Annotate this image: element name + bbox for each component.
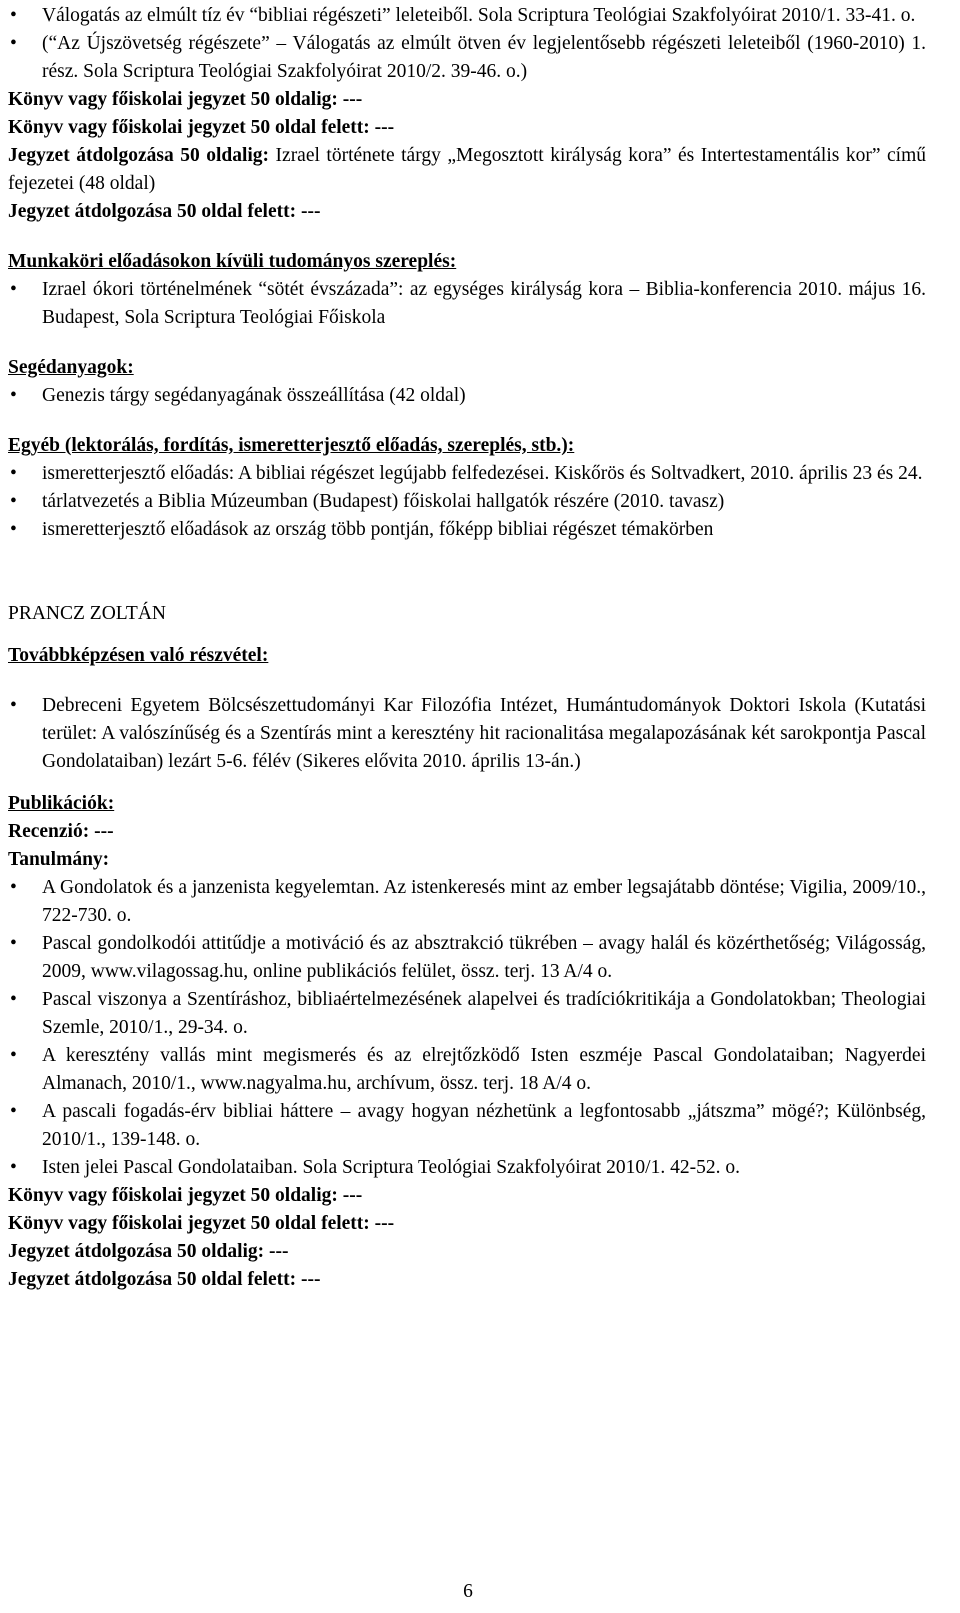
book-upto-50-line: Könyv vagy főiskolai jegyzet 50 oldalig: --- xyxy=(8,89,363,110)
rework-upto-50-text: Izrael története tárgy „Megosztott királyság kora” és Intertestamentális kor” című fejezetei (48 oldal) xyxy=(8,145,926,194)
list-item: • Genezis tárgy segédanyagának összeállítása (42 oldal) xyxy=(8,382,926,410)
list-item: • A pascali fogadás-érv bibliai háttere – avagy hogyan nézhetünk a legfontosabb „játszma” mögé?; Különbség, 2010/1., 139-148. o. xyxy=(8,1098,926,1154)
list-item: • A keresztény vallás mint megismerés és az elrejtőzködő Isten eszméje Pascal Gondolataiban; Nagyerdei Almanach, 2010/1., www.nagyalma.hu, archívum, össz. terj. 18 A/4 o. xyxy=(8,1042,926,1098)
rework-upto-50-line-2: Jegyzet átdolgozása 50 oldalig: --- xyxy=(8,1241,289,1262)
materials-list xyxy=(8,382,926,410)
list-item: • Válogatás az elmúlt tíz év “bibliai régészeti” leleteiből. Sola Scriptura Teológiai Szakfolyóirat 2010/1. 33-41. o. xyxy=(8,2,926,30)
list-item: • (“Az Újszövetség régészete” – Válogatás az elmúlt ötven év legjelentősebb régészeti leleteiből (1960-2010) 1. rész. Sola Scriptura Teológiai Szakfolyóirat 2010/2. 39-46. o.) xyxy=(8,30,926,86)
training-heading: Továbbképzésen való részvétel: xyxy=(8,645,269,666)
materials-heading: Segédanyagok: xyxy=(8,357,134,378)
rework-over-50-line-2: Jegyzet átdolgozása 50 oldal felett: --- xyxy=(8,1269,321,1290)
study-heading: Tanulmány: xyxy=(8,849,110,870)
person-name: PRANCZ ZOLTÁN xyxy=(8,603,166,624)
publication-list-top xyxy=(8,2,926,86)
book-over-50-line: Könyv vagy főiskolai jegyzet 50 oldal felett: --- xyxy=(8,117,395,138)
document-page xyxy=(0,2,960,1294)
list-item: • Isten jelei Pascal Gondolataiban. Sola Scriptura Teológiai Szakfolyóirat 2010/1. 42-52. o. xyxy=(8,1154,926,1182)
list-item: • Debreceni Egyetem Bölcsészettudományi Kar Filozófia Intézet, Humántudományok Doktori Iskola (Kutatási terület: A valószínűség és a Szentírás mint a keresztény hit racionalitása megalapozásának két sarokpontja Pascal Gondolataiban) lezárt 5-6. félév (Sikeres elővita 2010. április 13-án.) xyxy=(8,692,926,776)
rework-upto-50-label: Jegyzet átdolgozása 50 oldalig: xyxy=(8,145,270,166)
lectures-list xyxy=(8,276,926,332)
other-heading: Egyéb (lektorálás, fordítás, ismeretterjesztő előadás, szereplés, stb.): xyxy=(8,435,575,456)
other-list xyxy=(8,460,926,544)
page-content xyxy=(8,2,926,1294)
list-item: • Izrael ókori történelmének “sötét évszázada”: az egységes királyság kora – Biblia-konferencia 2010. május 16. Budapest, Sola Scriptura Teológiai Főiskola xyxy=(8,276,926,332)
list-item: • ismeretterjesztő előadás: A bibliai régészet legújabb felfedezései. Kiskőrös és Soltvadkert, 2010. április 23 és 24. xyxy=(8,460,926,488)
list-item: • Pascal gondolkodói attitűdje a motiváció és az absztrakció tükrében – avagy halál és közérthetőség; Világosság, 2009, www.vilagossag.hu, online publikációs felület, össz. terj. 13 A/4 o. xyxy=(8,930,926,986)
review-line: Recenzió: --- xyxy=(8,821,114,842)
training-list xyxy=(8,692,926,776)
lectures-heading: Munkaköri előadásokon kívüli tudományos szereplés: xyxy=(8,251,457,272)
page-number: 6 xyxy=(463,1581,473,1602)
book-over-50-line-2: Könyv vagy főiskolai jegyzet 50 oldal felett: --- xyxy=(8,1213,395,1234)
study-list xyxy=(8,874,926,1182)
list-item: • ismeretterjesztő előadások az ország több pontján, főképp bibliai régészet témakörben xyxy=(8,516,926,544)
book-upto-50-line-2: Könyv vagy főiskolai jegyzet 50 oldalig: --- xyxy=(8,1185,363,1206)
rework-upto-50-line xyxy=(8,142,926,198)
rework-over-50-line: Jegyzet átdolgozása 50 oldal felett: --- xyxy=(8,201,321,222)
list-item: • Pascal viszonya a Szentíráshoz, bibliaértelmezésének alapelvei és tradíciókritikája a Gondolatokban; Theologiai Szemle, 2010/1., 29-34. o. xyxy=(8,986,926,1042)
list-item: • A Gondolatok és a janzenista kegyelemtan. Az istenkeresés mint az ember legsajátabb döntése; Vigilia, 2009/10., 722-730. o. xyxy=(8,874,926,930)
list-item: • tárlatvezetés a Biblia Múzeumban (Budapest) főiskolai hallgatók részére (2010. tavasz) xyxy=(8,488,926,516)
publications-heading: Publikációk: xyxy=(8,793,115,814)
